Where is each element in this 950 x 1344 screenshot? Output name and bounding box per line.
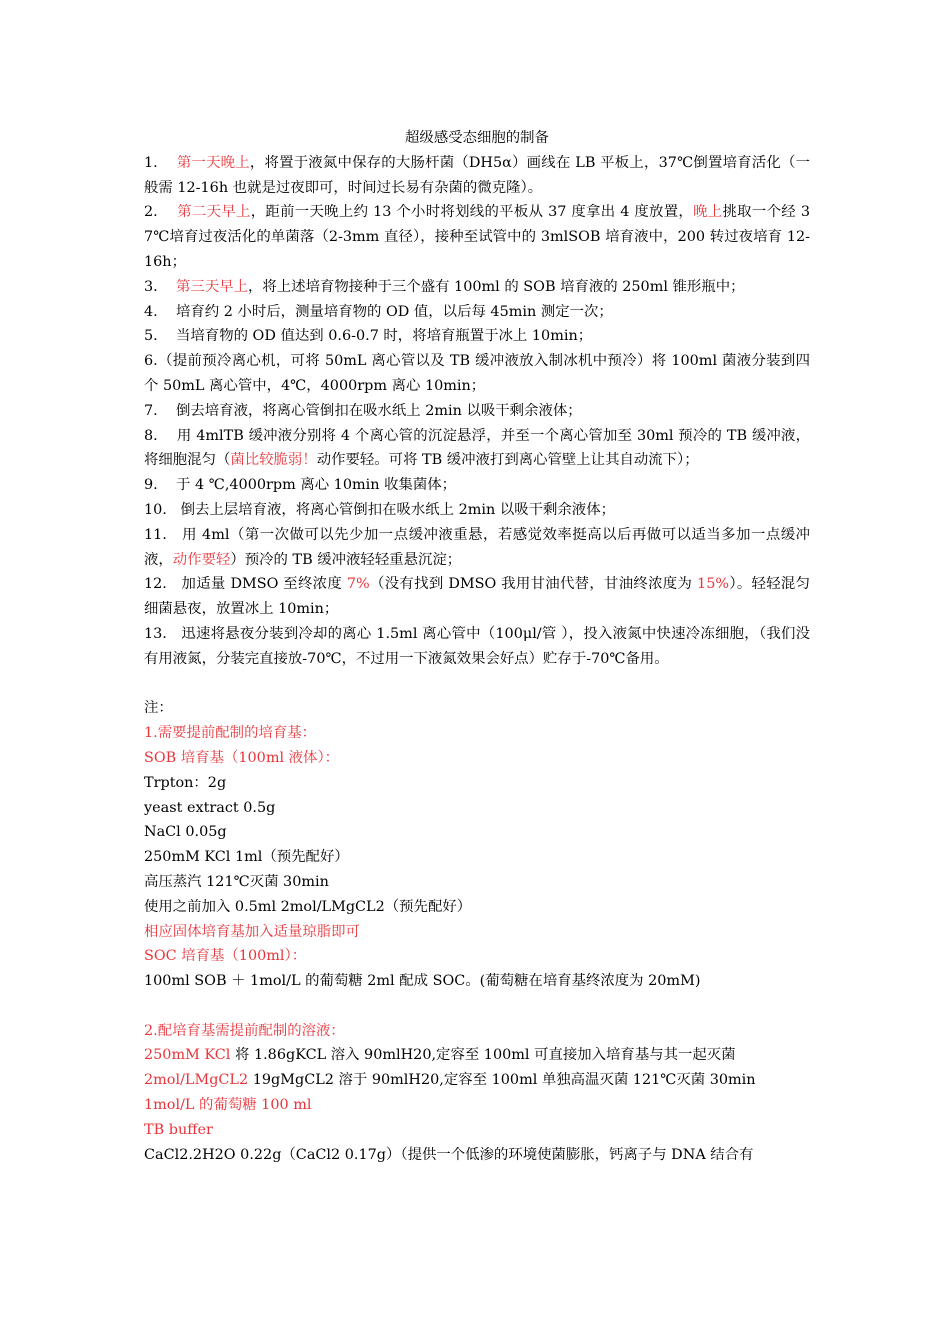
step-text: 8. 用 4mlTB 缓冲液分别将 4 个离心管的沉淀悬浮，并至一个离心管加至 30ml 预冷的 TB 缓冲液，将细胞混匀（ <box>144 427 810 469</box>
glucose-solution: 1mol/L 的葡萄糖 100 ml <box>144 1097 312 1114</box>
procedure-step <box>144 523 810 573</box>
procedure-step <box>144 424 810 474</box>
highlighted-text: 15% <box>697 576 730 593</box>
step-text: ，将上述培育物接种于三个盛有 100ml 的 SOB 培育液的 250ml 锥形瓶中； <box>248 278 745 295</box>
document-body <box>144 126 810 1167</box>
highlighted-text: 晚上 <box>693 204 723 221</box>
highlighted-text: 动作要轻 <box>172 551 231 568</box>
procedure-steps <box>144 151 810 672</box>
step-text: 动作要轻。可将 TB 缓冲液打到离心管壁上让其自动流下）； <box>316 452 699 469</box>
highlighted-text: 第三天早上 <box>176 278 248 295</box>
blank-line <box>144 672 810 697</box>
sob-item: NaCl 0.05g <box>144 824 227 841</box>
kcl-label: 250mM KCl <box>144 1047 231 1064</box>
step-text: 10. 倒去上层培育液，将离心管倒扣在吸水纸上 2min 以吸干剩余液体； <box>144 501 615 518</box>
step-text: 4. 培育约 2 小时后，测量培育物的 OD 值，以后每 45min 测定一次； <box>144 303 613 320</box>
tb-buffer-heading: TB buffer <box>144 1121 213 1138</box>
sob-item: 使用之前加入 0.5ml 2mol/LMgCL2（预先配好） <box>144 898 472 915</box>
step-text: 9. 于 4 ℃,4000rpm 离心 10min 收集菌体； <box>144 477 457 494</box>
procedure-step <box>144 473 810 498</box>
kcl-text: 将 1.86gKCL 溶入 90mlH20,定容至 100ml 可直接加入培育基与其一起灭菌 <box>230 1047 736 1064</box>
step-text: 11. 用 4ml（第一次做可以先少加一点缓冲液重悬，若感觉效率挺高以后再做可以适当多加一点缓冲液， <box>144 526 810 568</box>
section1-heading: 1.需要提前配制的培育基： <box>144 725 317 742</box>
sob-item: yeast extract 0.5g <box>144 799 276 816</box>
notes-label: 注： <box>144 700 173 717</box>
procedure-step <box>144 275 810 300</box>
highlighted-text: 第一天晚上 <box>176 154 250 171</box>
tb-buffer-text: CaCl2.2H2O 0.22g（CaCl2 0.17g）（提供一个低渗的环境使菌膨胀，钙离子与 DNA 结合有 <box>144 1146 754 1163</box>
highlighted-text: 7% <box>346 576 370 593</box>
soc-heading: SOC 培育基（100ml）： <box>144 948 307 965</box>
step-text: ，将置于液氮中保存的大肠杆菌（DH5α）画线在 LB 平板上，37℃倒置培育活化（一般需 12-16h 也就是过夜即可，时间过长易有杂菌的微克隆）。 <box>144 154 810 196</box>
step-text: 挑取一个经 37℃培育过夜活化的单菌落（2-3mm 直径），接种至试管中的 3mlSOB 培育液中，200 转过夜培育 12-16h； <box>144 204 810 270</box>
document-title: 超级感受态细胞的制备 <box>405 130 549 146</box>
procedure-step <box>144 498 810 523</box>
mgcl-text: 19gMgCL2 溶于 90mlH20,定容至 100ml 单独高温灭菌 121℃灭菌 30min <box>248 1072 756 1089</box>
procedure-step <box>144 349 810 399</box>
soc-item: 100ml SOB ＋ 1mol/L 的葡萄糖 2ml 配成 SOC。(葡萄糖在培育基终浓度为 20mM) <box>144 973 701 990</box>
procedure-step <box>144 572 810 622</box>
sob-item: 高压蒸汽 121℃灭菌 30min <box>144 873 329 890</box>
step-text: 12. 加适量 DMSO 至终浓度 <box>144 576 347 593</box>
highlighted-text: 第二天早上 <box>177 204 251 221</box>
blank-line <box>144 994 810 1019</box>
procedure-step <box>144 200 810 274</box>
sob-item: 250mM KCl 1ml（预先配好） <box>144 849 349 866</box>
step-text: 5. 当培育物的 OD 值达到 0.6-0.7 时，将培育瓶置于冰上 10min； <box>144 328 593 345</box>
step-text: （没有找到 DMSO 我用甘油代替，甘油终浓度为 <box>369 576 698 593</box>
highlighted-text: 菌比较脆弱！ <box>230 452 317 469</box>
procedure-step <box>144 324 810 349</box>
mgcl-solution <box>144 1068 810 1093</box>
procedure-step <box>144 151 810 201</box>
procedure-step <box>144 300 810 325</box>
step-text: 2. <box>144 204 178 221</box>
step-text: 13. 迅速将悬夜分装到冷却的离心 1.5ml 离心管中（100μl/管 ），投入液氮中快速冷冻细胞，（我们没有用液氮，分装完直接放-70℃，不过用一下液氮效果会好点）贮存于-70℃备用。 <box>144 625 810 667</box>
solid-medium-note: 相应固体培育基加入适量琼脂即可 <box>144 923 360 940</box>
kcl-solution <box>144 1043 810 1068</box>
mgcl-label: 2mol/LMgCL2 <box>144 1072 249 1089</box>
sob-item: Trpton：2g <box>144 774 227 791</box>
step-text: ，距前一天晚上约 13 个小时将划线的平板从 37 度拿出 4 度放置， <box>250 204 694 221</box>
step-text: ）。轻轻混匀细菌悬夜，放置冰上 10min； <box>144 576 810 618</box>
section2-heading: 2.配培育基需提前配制的溶液： <box>144 1022 345 1039</box>
step-text: ）预冷的 TB 缓冲液轻轻重悬沉淀； <box>230 551 462 568</box>
procedure-step <box>144 622 810 672</box>
step-text: 7. 倒去培育液，将离心管倒扣在吸水纸上 2min 以吸干剩余液体； <box>144 402 582 419</box>
step-text: 6.（提前预冷离心机，可将 50mL 离心管以及 TB 缓冲液放入制冰机中预冷）将 100ml 菌液分装到四个 50mL 离心管中，4℃，4000rpm 离心 10min； <box>144 353 810 394</box>
step-text: 1. <box>144 154 177 171</box>
procedure-step <box>144 399 810 424</box>
sob-heading: SOB 培育基（100ml 液体）： <box>144 749 340 766</box>
step-text: 3. <box>144 278 177 295</box>
